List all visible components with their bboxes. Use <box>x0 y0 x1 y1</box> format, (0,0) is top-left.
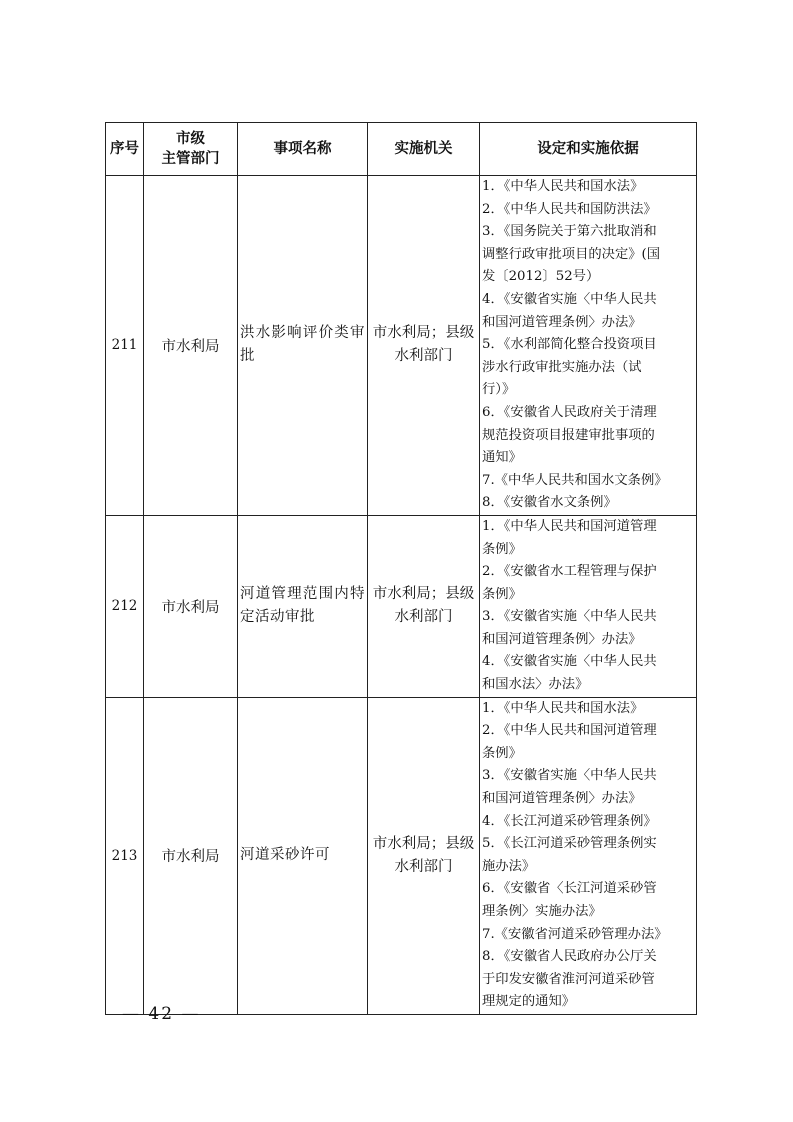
header-name: 事项名称 <box>238 123 368 176</box>
cell-org-line1: 市水利局；县级 <box>372 325 475 342</box>
cell-dept: 市水利局 <box>144 515 238 697</box>
basis-line: 和国河道管理条例〉办法》 <box>482 791 642 807</box>
table-row <box>106 697 697 1014</box>
basis-line: 3．《国务院关于第六批取消和 <box>482 224 657 240</box>
cell-item-name: 洪水影响评价类审批 <box>238 176 368 516</box>
cell-seq: 213 <box>106 697 144 1014</box>
cell-org <box>368 176 480 516</box>
basis-line: 7.《中华人民共和国水文条例》 <box>482 472 668 488</box>
basis-line: 理规定的通知》 <box>482 994 576 1010</box>
table-row <box>106 515 697 697</box>
basis-line: 施办法》 <box>482 858 536 874</box>
cell-basis <box>480 697 697 1014</box>
basis-line: 条例》 <box>482 745 522 761</box>
basis-line: 理条例〉实施办法》 <box>482 904 602 919</box>
cell-org-line2: 水利部门 <box>394 348 453 365</box>
basis-line: 6．《安徽省人民政府关于清理 <box>482 404 657 420</box>
basis-line: 7.《安徽省河道采砂管理办法》 <box>482 926 668 942</box>
cell-dept: 市水利局 <box>144 697 238 1014</box>
basis-line: 8．《安徽省水文条例》 <box>482 495 617 511</box>
basis-line: 通知》 <box>482 450 522 466</box>
cell-org-line1: 市水利局；县级 <box>372 586 475 603</box>
cell-org <box>368 515 480 697</box>
basis-line: 调整行政审批项目的决定》(国 <box>482 246 661 262</box>
header-dept-line1: 市级 <box>176 130 205 147</box>
cell-dept: 市水利局 <box>144 176 238 516</box>
basis-line: 于印发安徽省淮河河道采砂管 <box>482 971 655 987</box>
page-number: — 42 — <box>122 1004 201 1024</box>
basis-line: 2．《安徽省水工程管理与保护 <box>482 564 657 580</box>
header-dept <box>144 123 238 176</box>
basis-line: 1．《中华人民共和国水法》 <box>482 700 644 716</box>
table-header-row <box>106 123 697 176</box>
basis-line: 5．《水利部简化整合投资项目 <box>482 337 657 353</box>
table-row <box>106 176 697 516</box>
basis-line: 4．《安徽省实施〈中华人民共 <box>482 654 657 670</box>
header-dept-line2: 主管部门 <box>161 150 220 167</box>
basis-line: 5．《长江河道采砂管理条例实 <box>482 836 657 852</box>
basis-line: 4．《长江河道采砂管理条例》 <box>482 813 657 829</box>
basis-line: 8．《安徽省人民政府办公厅关 <box>482 949 657 965</box>
basis-line: 1．《中华人民共和国水法》 <box>482 179 644 194</box>
basis-line: 和国河道管理条例〉办法》 <box>482 631 642 647</box>
header-basis: 设定和实施依据 <box>480 123 697 176</box>
cell-item-name: 河道管理范围内特定活动审批 <box>238 515 368 697</box>
cell-basis <box>480 515 697 697</box>
basis-line: 2．《中华人民共和国河道管理 <box>482 723 657 739</box>
basis-line: 条例》 <box>482 541 522 557</box>
basis-line: 1．《中华人民共和国河道管理 <box>482 518 657 534</box>
cell-seq: 211 <box>106 176 144 516</box>
basis-line: 2．《中华人民共和国防洪法》 <box>482 201 657 217</box>
basis-line: 4．《安徽省实施〈中华人民共 <box>482 291 657 307</box>
header-org: 实施机关 <box>368 123 480 176</box>
cell-org <box>368 697 480 1014</box>
basis-line: 涉水行政审批实施办法（试 <box>482 359 642 375</box>
basis-line: 3．《安徽省实施〈中华人民共 <box>482 609 657 625</box>
cell-basis <box>480 176 697 516</box>
basis-line: 发〔2012〕52号） <box>482 269 600 285</box>
header-seq: 序号 <box>106 123 144 176</box>
basis-line: 3．《安徽省实施〈中华人民共 <box>482 768 657 784</box>
basis-line: 和国河道管理条例〉办法》 <box>482 314 642 330</box>
basis-line: 6．《安徽省〈长江河道采砂管 <box>482 881 657 897</box>
cell-org-line2: 水利部门 <box>394 609 453 626</box>
basis-line: 和国水法〉办法》 <box>482 677 589 693</box>
cell-org-line2: 水利部门 <box>394 858 453 875</box>
basis-line: 条例》 <box>482 586 522 602</box>
basis-line: 规范投资项目报建审批事项的 <box>482 427 655 443</box>
cell-item-name: 河道采砂许可 <box>238 697 368 1014</box>
cell-org-line1: 市水利局；县级 <box>372 835 475 852</box>
approval-items-table <box>105 122 697 1015</box>
basis-line: 行）》 <box>482 382 516 398</box>
cell-seq: 212 <box>106 515 144 697</box>
